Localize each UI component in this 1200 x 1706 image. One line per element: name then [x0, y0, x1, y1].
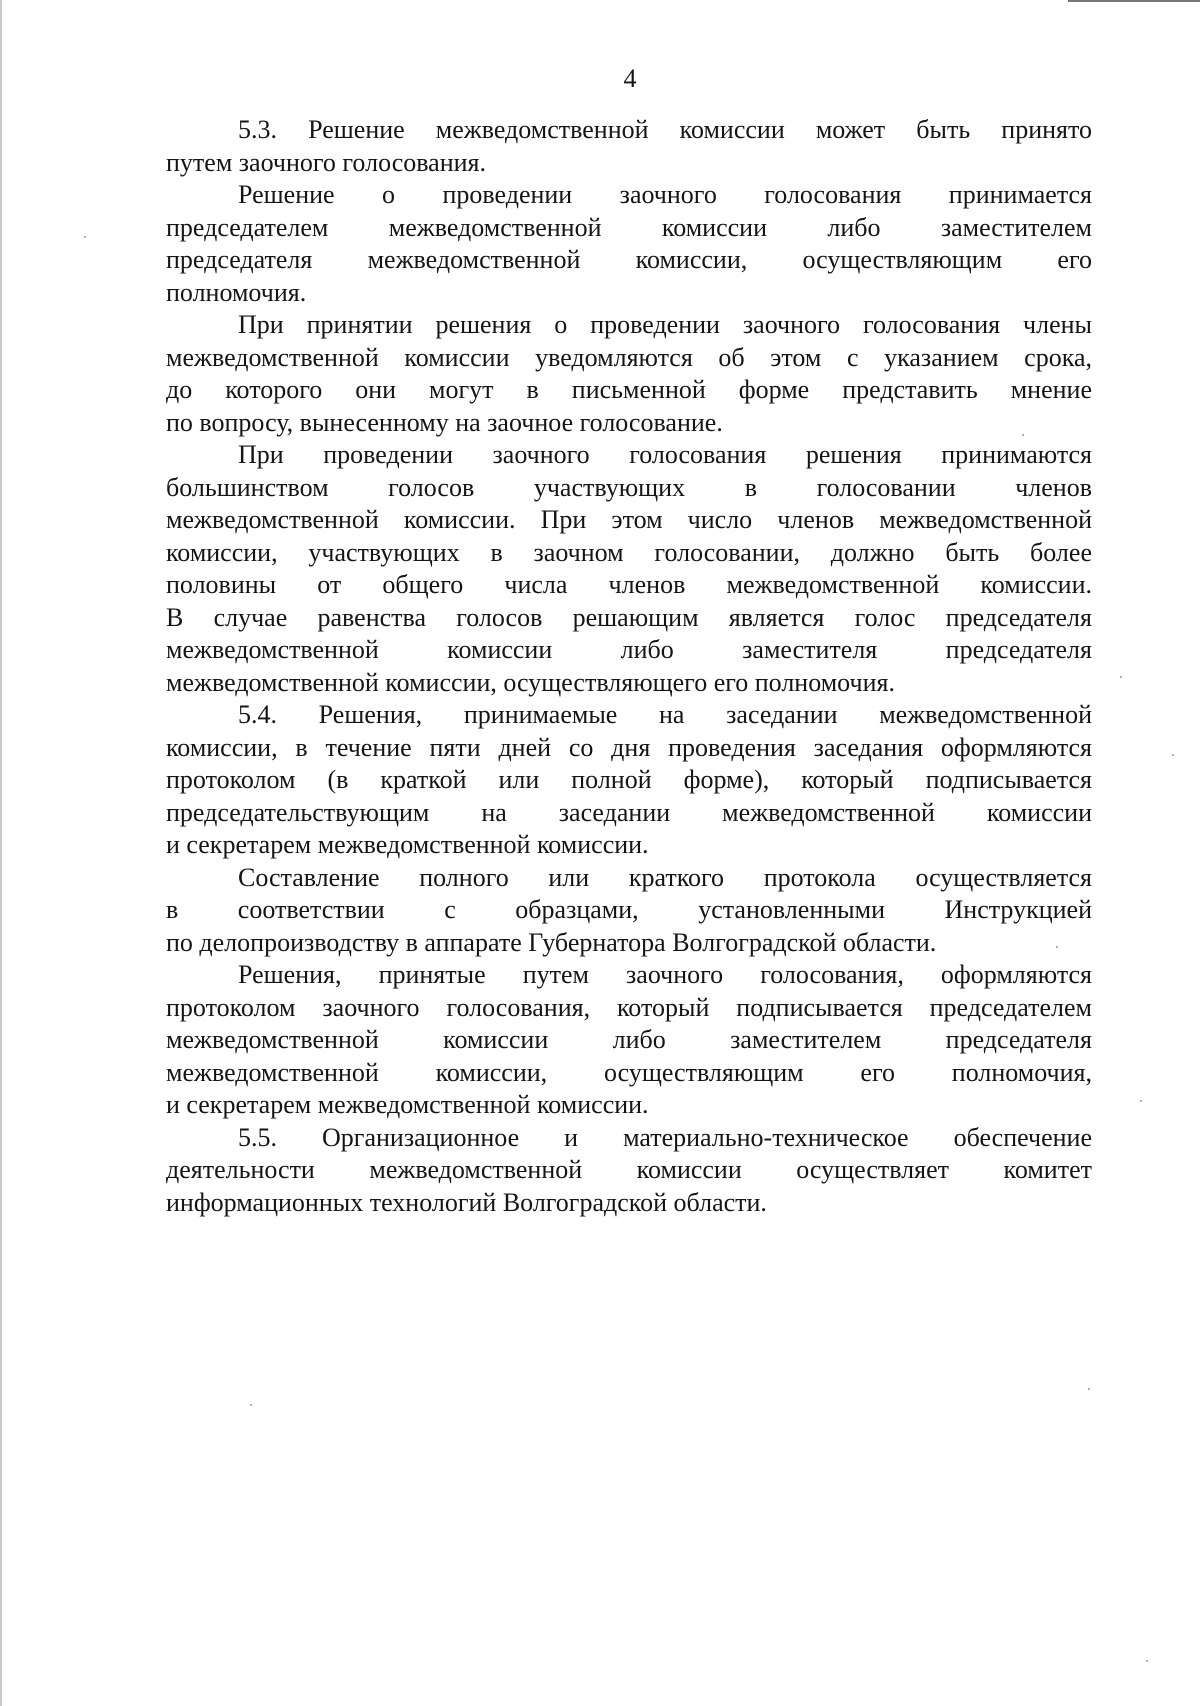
- text-line: полномочия.: [166, 277, 307, 307]
- paragraph: [166, 309, 1092, 439]
- text-line: председательствующим на заседании межведомственной комиссии: [166, 797, 1092, 827]
- page-number: 4: [623, 64, 637, 93]
- text-line: межведомственной комиссии. При этом число членов межведомственной: [166, 505, 1092, 534]
- text-line: При принятии решения о проведении заочного голосования члены: [238, 310, 1092, 339]
- text-line: и секретарем межведомственной комиссии.: [166, 1090, 649, 1119]
- scan-speck: [250, 1404, 252, 1406]
- text-line: межведомственной комиссии либо заместителем председателя: [166, 1025, 1092, 1054]
- text-line: При проведении заочного голосования решения принимаются: [238, 440, 1092, 469]
- text-line: деятельности межведомственной комиссии осуществляет комитет: [166, 1155, 1092, 1184]
- text-line: 5.4. Решения, принимаемые на заседании межведомственной: [238, 700, 1092, 729]
- text-line: протоколом заочного голосования, который подписывается председателем: [166, 992, 1092, 1022]
- text-line: путем заочного голосования.: [166, 147, 487, 177]
- paragraph: [166, 114, 1092, 179]
- text-line: до которого они могут в письменной форме представить мнение: [166, 375, 1092, 404]
- paragraph: [166, 862, 1092, 960]
- paragraph: [166, 439, 1092, 699]
- text-line: межведомственной комиссии уведомляются об этом с указанием срока,: [166, 342, 1092, 372]
- scan-speck: [1172, 754, 1174, 756]
- scan-speck: [1120, 676, 1122, 678]
- text-line: Решение о проведении заочного голосования принимается: [238, 180, 1092, 209]
- paragraph: [166, 959, 1092, 1122]
- text-line: 5.3. Решение межведомственной комиссии может быть принято: [238, 115, 1092, 144]
- text-line: председателем межведомственной комиссии либо заместителем: [166, 212, 1092, 242]
- text-line: информационных технологий Волгоградской области.: [166, 1187, 767, 1217]
- text-line: половины от общего числа членов межведомственной комиссии.: [166, 570, 1092, 599]
- text-line: межведомственной комиссии либо заместителя председателя: [166, 635, 1092, 664]
- text-line: в соответствии с образцами, установленными Инструкцией: [166, 895, 1092, 924]
- text-line: межведомственной комиссии, осуществляющего его полномочия.: [166, 667, 895, 697]
- text-line: Составление полного или краткого протокола осуществляется: [238, 862, 1092, 892]
- scan-speck: [84, 236, 86, 238]
- text-line: большинством голосов участвующих в голосовании членов: [166, 472, 1092, 502]
- scan-speck: [1146, 1660, 1148, 1662]
- scan-edge-top: [1068, 0, 1200, 2]
- text-line: В случае равенства голосов решающим является голос председателя: [166, 602, 1092, 632]
- scan-speck: [1088, 1388, 1090, 1390]
- document-body: [166, 114, 1092, 1219]
- paragraph: [166, 179, 1092, 309]
- text-line: Решения, принятые путем заочного голосования, оформляются: [238, 960, 1092, 989]
- text-line: 5.5. Организационное и материально-техническое обеспечение: [238, 1122, 1092, 1152]
- text-line: и секретарем межведомственной комиссии.: [166, 830, 649, 859]
- paragraph: [166, 1122, 1092, 1220]
- text-line: межведомственной комиссии, осуществляющим его полномочия,: [166, 1057, 1092, 1087]
- text-line: по делопроизводству в аппарате Губернатора Волгоградской области.: [166, 927, 937, 957]
- text-line: по вопросу, вынесенному на заочное голосование.: [166, 407, 723, 437]
- text-line: комиссии, в течение пяти дней со дня проведения заседания оформляются: [166, 732, 1092, 762]
- text-line: комиссии, участвующих в заочном голосовании, должно быть более: [166, 537, 1092, 567]
- paragraph: [166, 699, 1092, 862]
- text-line: протоколом (в краткой или полной форме), который подписывается: [166, 765, 1092, 794]
- text-line: председателя межведомственной комиссии, осуществляющим его: [166, 245, 1092, 274]
- scan-edge-left: [0, 0, 2, 1706]
- scan-speck: [1140, 1100, 1142, 1102]
